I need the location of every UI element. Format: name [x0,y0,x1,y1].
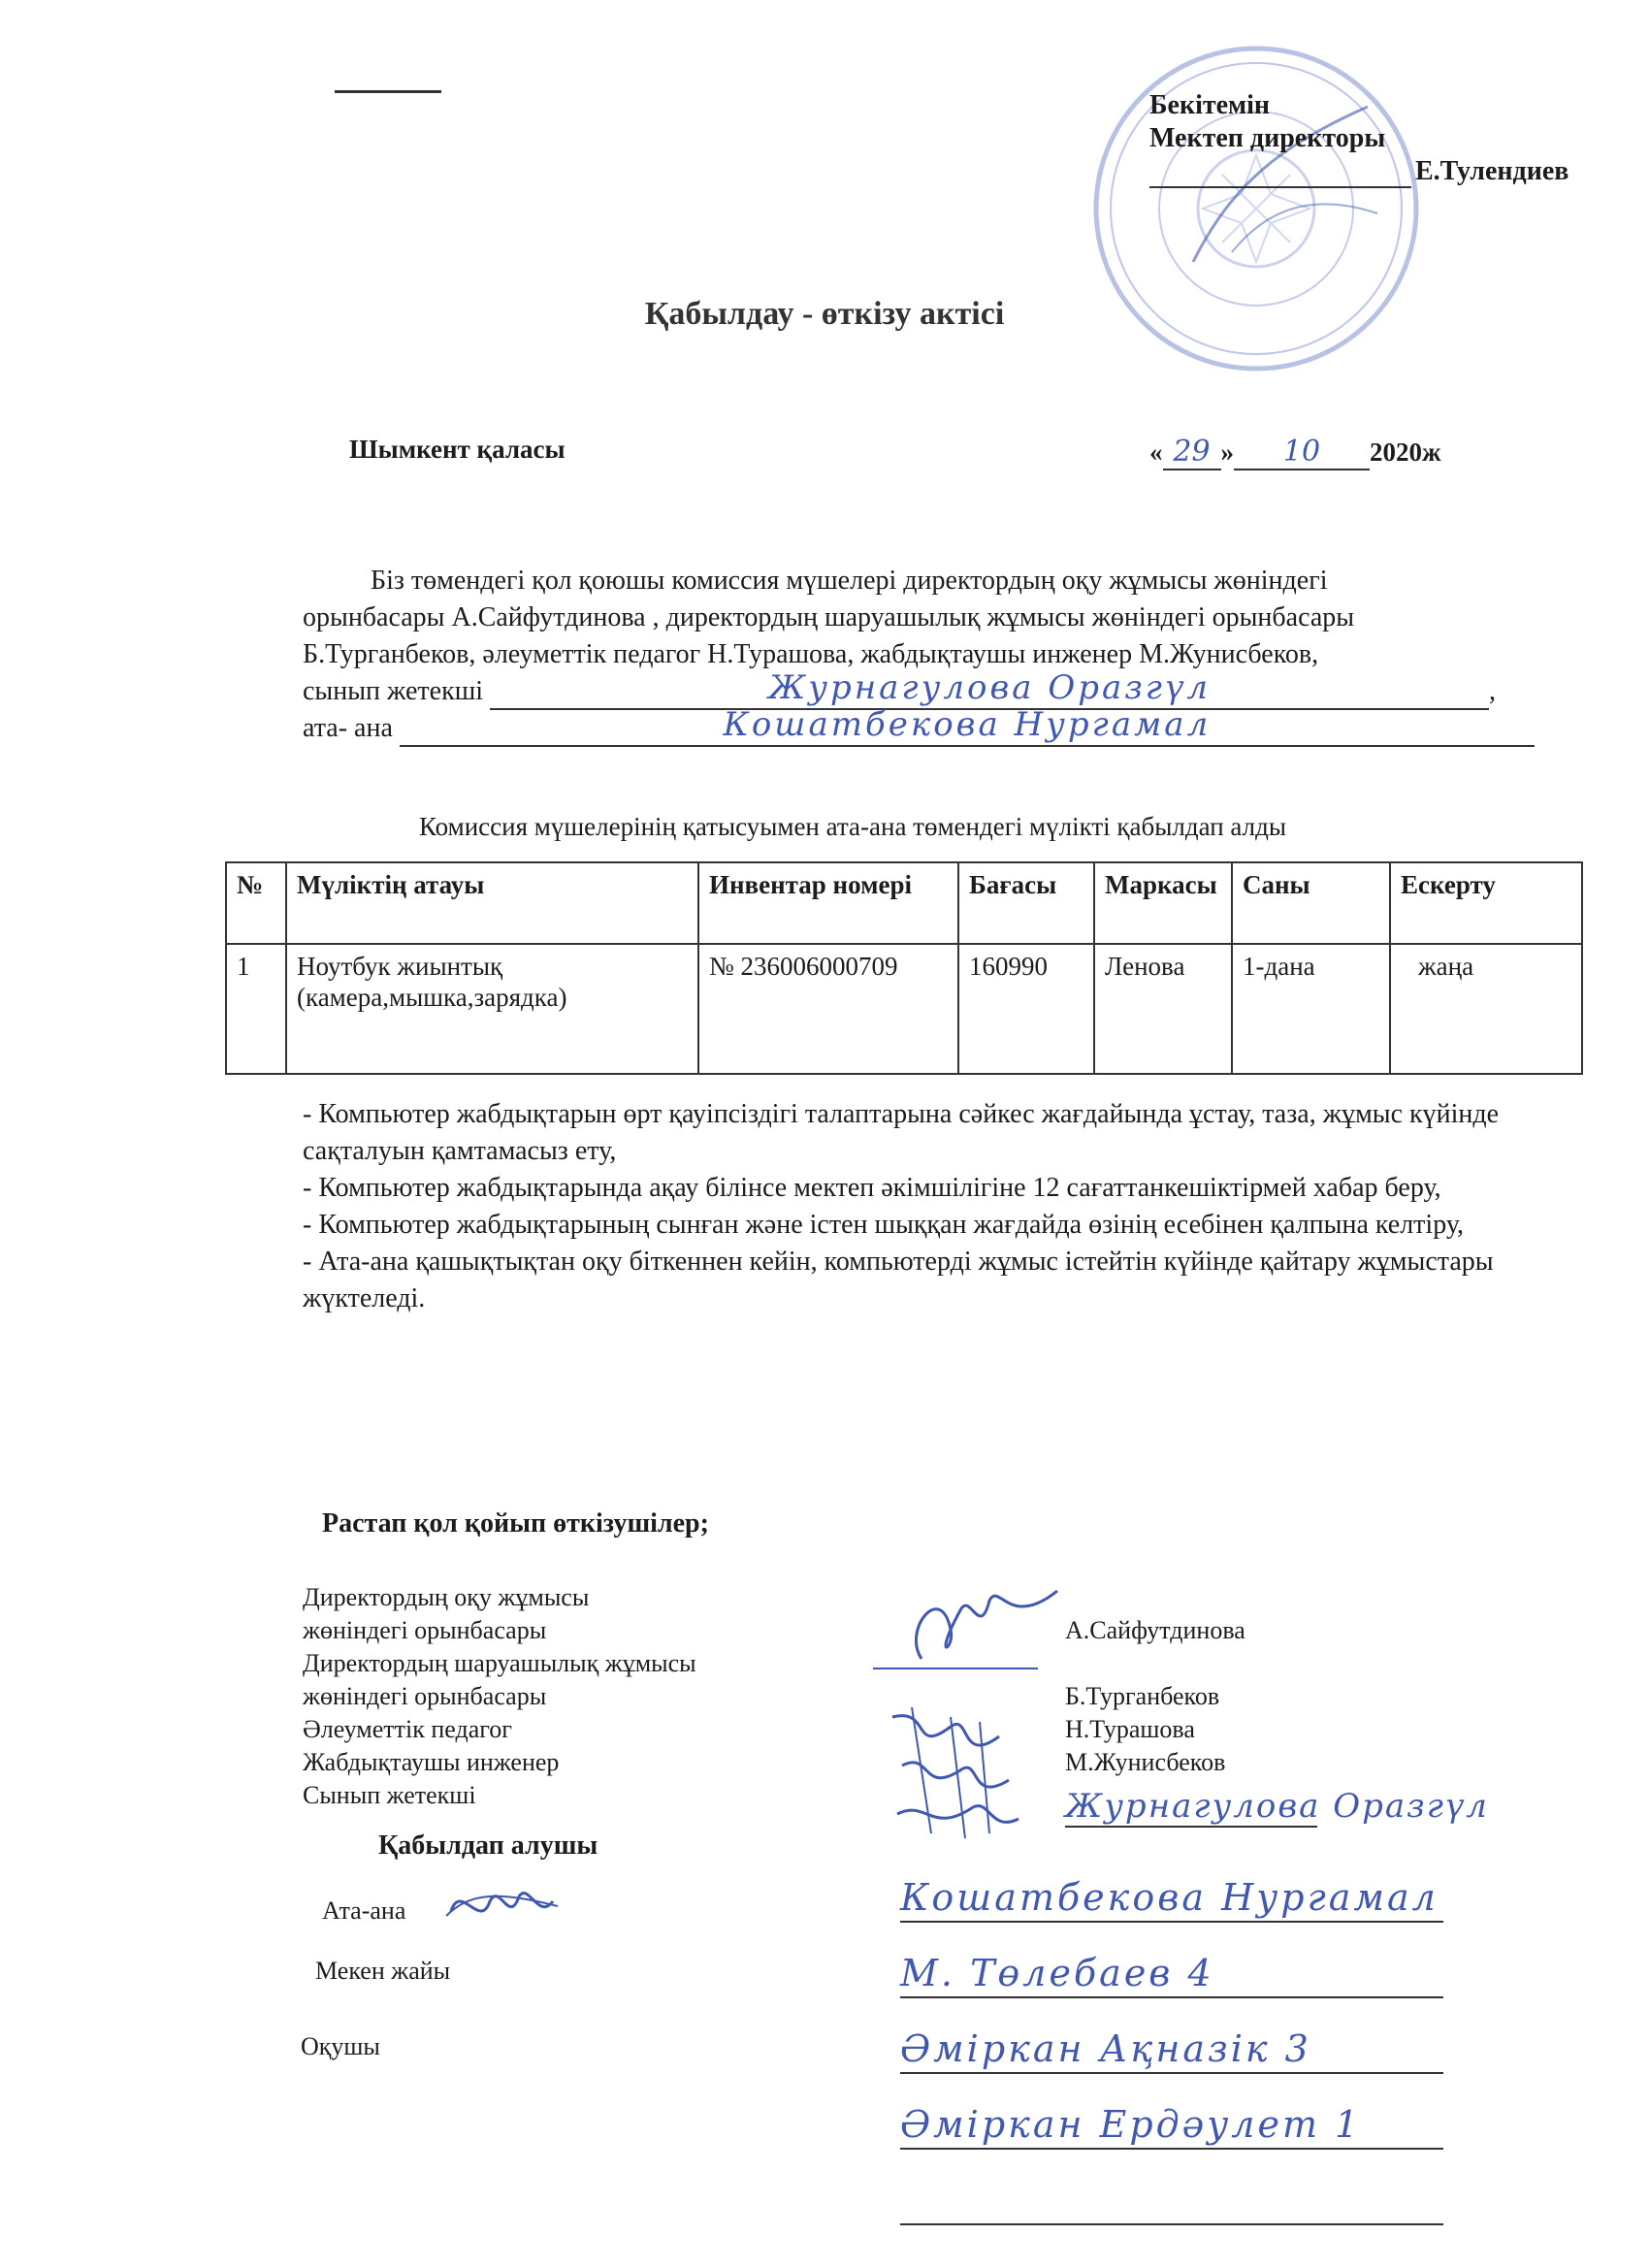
parent-label: Ата-ана [322,1896,406,1925]
signer-name: Н.Турашова [1065,1715,1195,1743]
cell-qty: 1-дана [1232,944,1390,1074]
intro-line-1: Біз төмендегі қол қоюшы комиссия мүшелері директордың оқу жұмысы жөніндегі [371,566,1328,596]
col-header-name: Мүліктің атауы [286,862,698,944]
rule-item: - Компьютер жабдықтарында ақау білінсе мектеп әкімшілігіне 12 сағаттанкешіктірмей хабар беру, [303,1173,1441,1203]
teacher-comma: , [1489,676,1497,706]
col-header-brand: Маркасы [1094,862,1232,944]
cell-note: жаңа [1390,944,1582,1074]
cell-num: 1 [226,944,286,1074]
date-month: 10 [1234,435,1370,470]
cell-name: Ноутбук жиынтық (камера,мышка,зарядка) [286,944,698,1074]
student-label: Оқушы [301,2032,380,2060]
top-dash [335,90,441,93]
signer-name: Б.Турганбеков [1065,1682,1220,1710]
table-header-row [226,862,1582,944]
address-label: Мекен жайы [315,1957,451,1985]
col-header-qty: Саны [1232,862,1390,944]
director-name: Е.Тулендиев [1415,156,1569,186]
handwritten-line [900,2099,1443,2150]
parent-label-intro: ата- ана [303,713,393,743]
signer-label: Әлеуметтік педагог [303,1715,512,1743]
approval-line-2: Мектеп директоры [1149,123,1386,153]
intro-line-3: Б.Турганбеков, әлеуметтік педагог Н.Турашова, жабдықтаушы инженер М.Жунисбеков, [303,639,1319,669]
cell-price: 160990 [958,944,1094,1074]
signer-label: Директордың оқу жұмысы [303,1583,590,1611]
intro-paragraph [303,563,1573,747]
parent-handwritten-name: Кошатбекова Нургамал [723,705,1212,744]
document-date [1149,435,1441,470]
date-quote-open: « [1149,437,1163,467]
col-header-num: № [226,862,286,944]
confirm-title: Растап қол қойып өткізушілер; [322,1508,709,1539]
rules-list [303,1096,1583,1317]
handwritten-text: М. Төлебаев 4 [900,1952,1214,1994]
city: Шымкент қаласы [349,435,566,464]
date-quote-close: » [1220,437,1234,467]
parent-signature-scribble [441,1872,567,1940]
signer-name-spacer [1065,1647,1245,1680]
signer-name: А.Сайфутдинова [1065,1616,1245,1644]
signer-label: Жабдықтаушы инженер [303,1748,560,1776]
col-header-inventory: Инвентар номері [698,862,958,944]
cell-inventory: № 236006000709 [698,944,958,1074]
signer-label: жөніндегі орынбасары [303,1616,547,1644]
handwritten-line-empty [900,2175,1443,2225]
signer-label: Сынып жетекші [303,1781,476,1809]
director-signature-line [1149,186,1411,188]
col-header-price: Бағасы [958,862,1094,944]
rule-item: - Ата-ана қашықтықтан оқу біткеннен кейін, компьютерді жұмыс істейтін күйінде қайтару жұмыстары жүктеледі. [303,1247,1494,1313]
rule-item: - Компьютер жабдықтарын өрт қауіпсіздігі талаптарына сәйкес жағдайында ұстау, таза, жұмыс күйінде сақталуын қамтамасыз ету, [303,1099,1500,1166]
receiver-title: Қабылдап алушы [378,1831,598,1861]
handwritten-text: Әміркан Ердәулет 1 [900,2103,1362,2146]
teacher-handwritten-name: Журнагулова Оразгүл [768,668,1212,707]
teacher-sign-underline [1065,1826,1317,1828]
handwritten-line [900,1872,1443,1923]
approval-block [1149,89,1568,188]
inventory-table [225,861,1583,1075]
date-year: 2020ж [1370,437,1441,467]
signer-label: Директордың шаруашылық жұмысы [303,1649,696,1677]
parent-fill-line [400,705,1535,747]
signer-label: жөніндегі орынбасары [303,1682,547,1710]
signature-scribble [863,1571,1077,1688]
col-header-note: Ескерту [1390,862,1582,944]
signer-name: М.Жунисбеков [1065,1748,1226,1776]
handwritten-line [900,1948,1443,1998]
handwritten-line [900,2024,1443,2074]
signature-scribble [873,1698,1028,1843]
cell-brand: Ленова [1094,944,1232,1074]
table-row [226,944,1582,1074]
parent-row [303,705,1573,747]
handwritten-text: Кошатбекова Нургамал [900,1876,1439,1919]
date-day: 29 [1163,435,1221,470]
signers-left-list [303,1581,696,1812]
document-title: Қабылдау - өткізу актісі [644,296,1005,332]
approval-line-1: Бекітемін [1149,90,1271,120]
intro-line-2: орынбасары А.Сайфутдинова , директордың шаруашылық жұмысы жөніндегі орынбасары [303,602,1355,632]
rule-item: - Компьютер жабдықтарының сынған және істен шыққан жағдайда өзінің есебінен қалпына келтіру, [303,1210,1465,1240]
teacher-label: сынып жетекші [303,676,484,706]
commission-text: Комиссия мүшелерінің қатысуымен ата-ана төмендегі мүлікті қабылдап алды [419,812,1287,841]
signers-right-list [1065,1614,1245,1779]
teacher-handwritten-signature: Журнагулова Оразгүл [1065,1787,1489,1826]
handwritten-text: Әміркан Ақназік 3 [900,2027,1311,2070]
